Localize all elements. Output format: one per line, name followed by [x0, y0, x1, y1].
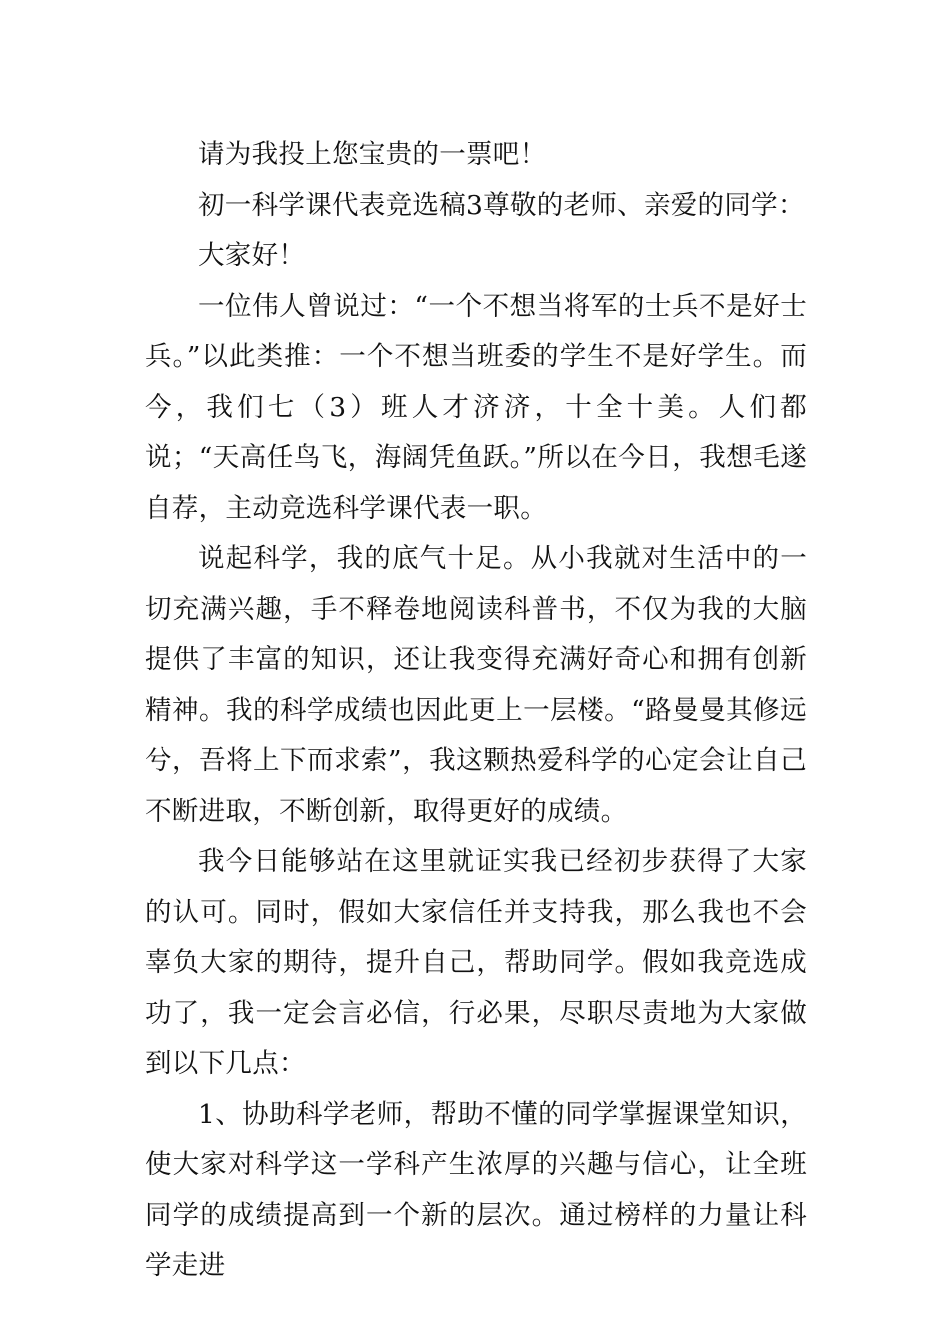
paragraph-closing-appeal: 请为我投上您宝贵的一票吧！ [198, 139, 547, 170]
paragraph-greeting: 大家好！ [198, 240, 306, 271]
document-body [145, 130, 807, 1292]
paragraph-introduction: 一位伟人曾说过：“一个不想当将军的士兵不是好士兵。”以此类推：一个不想当班委的学生不是好学生。而今，我们七（3）班人才济济，十全十美。人们都说；“天高任鸟飞，海阔凭鱼跃。”所以在今日，我想毛遂自荐，主动竞选科学课代表一职。 [145, 290, 808, 524]
paragraph-point-1: 1、协助科学老师，帮助不懂的同学掌握课堂知识，使大家对科学这一学科产生浓厚的兴趣与信心，让全班同学的成绩提高到一个新的层次。通过榜样的力量让科学走进 [145, 1098, 807, 1281]
paragraph-science-confidence: 说起科学，我的底气十足。从小我就对生活中的一切充满兴趣，手不释卷地阅读科普书，不仅为我的大脑提供了丰富的知识，还让我变得充满好奇心和拥有创新精神。我的科学成绩也因此更上一层楼。“路曼曼其修远兮，吾将上下而求索”，我这颗热爱科学的心定会让自己不断进取，不断创新，取得更好的成绩。 [145, 543, 807, 827]
paragraph-recognition: 我今日能够站在这里就证实我已经初步获得了大家的认可。同时，假如大家信任并支持我，那么我也不会辜负大家的期待，提升自己，帮助同学。假如我竞选成功了，我一定会言必信，行必果，尽职尽责地为大家做到以下几点： [145, 846, 807, 1079]
paragraph-title-salutation: 初一科学课代表竞选稿3尊敬的老师、亲爱的同学： [198, 189, 805, 221]
